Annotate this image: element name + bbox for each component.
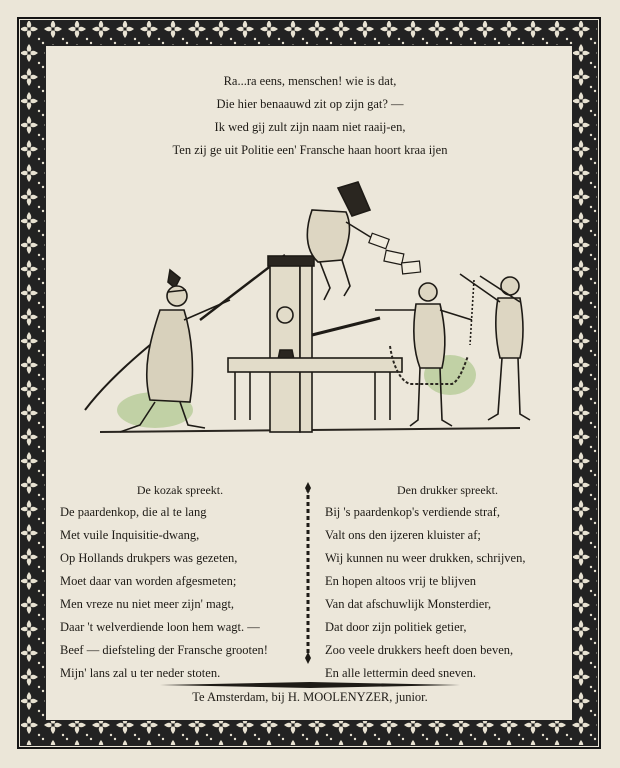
intro-line: Ik wed gij zult zijn naam niet raaij-en, <box>214 120 406 134</box>
verse-line: Moet daar van worden afgesmeten; <box>60 574 237 588</box>
man-with-chain <box>460 274 530 420</box>
verse-line: Zoo veele drukkers heeft doen beven, <box>325 643 514 657</box>
kozak-heading: De kozak spreekt. <box>136 483 224 497</box>
intro-line: Die hier benaauwd zit op zijn gat? — <box>216 97 404 111</box>
verse-line: Bij 's paardenkop's verdiende straf, <box>325 505 500 519</box>
drukker-heading: Den drukker spreekt. <box>397 483 498 497</box>
printer-imprint: Te Amsterdam, bij H. MOOLENYZER, junior. <box>192 690 428 704</box>
verse-line: Met vuile Inquisitie-dwang, <box>60 528 200 542</box>
verse-line: Daar 't welverdiende loon hem wagt. — <box>60 620 260 634</box>
imprint-rule <box>160 681 460 689</box>
verse-line: En hopen altoos vrij te blijven <box>325 574 477 588</box>
intro-line: Ten zij ge uit Politie een' Fransche haan hoort kraa ijen <box>172 143 448 157</box>
horse-headed-figure <box>307 182 372 300</box>
drukker-verse <box>325 481 570 685</box>
verse-line: Op Hollands drukpers was gezeten, <box>60 551 238 565</box>
intro-line: Ra...ra eens, menschen! wie is dat, <box>223 74 397 88</box>
verse-line: Men vreze nu niet meer zijn' magt, <box>60 597 235 611</box>
woodcut-illustration <box>80 170 540 440</box>
intro-verse <box>60 70 560 162</box>
verse-line: Wij kunnen nu weer drukken, schrijven, <box>325 551 526 565</box>
kozak-verse <box>60 481 300 685</box>
verse-line: Van dat afschuwlijk Monsterdier, <box>325 597 492 611</box>
verse-line: Dat door zijn politiek getier, <box>325 620 467 634</box>
verse-line: Mijn' lans zal u ter neder stoten. <box>60 666 221 680</box>
verse-line: En alle lettermin deed sneven. <box>325 666 476 680</box>
flying-papers <box>369 233 421 274</box>
verse-line: De paardenkop, die al te lang <box>60 505 207 519</box>
printing-press <box>228 256 402 432</box>
verse-line: Valt ons den ijzeren kluister af; <box>325 528 481 542</box>
verse-line: Beef — diefsteling der Fransche grooten! <box>60 643 268 657</box>
column-divider <box>303 480 313 665</box>
